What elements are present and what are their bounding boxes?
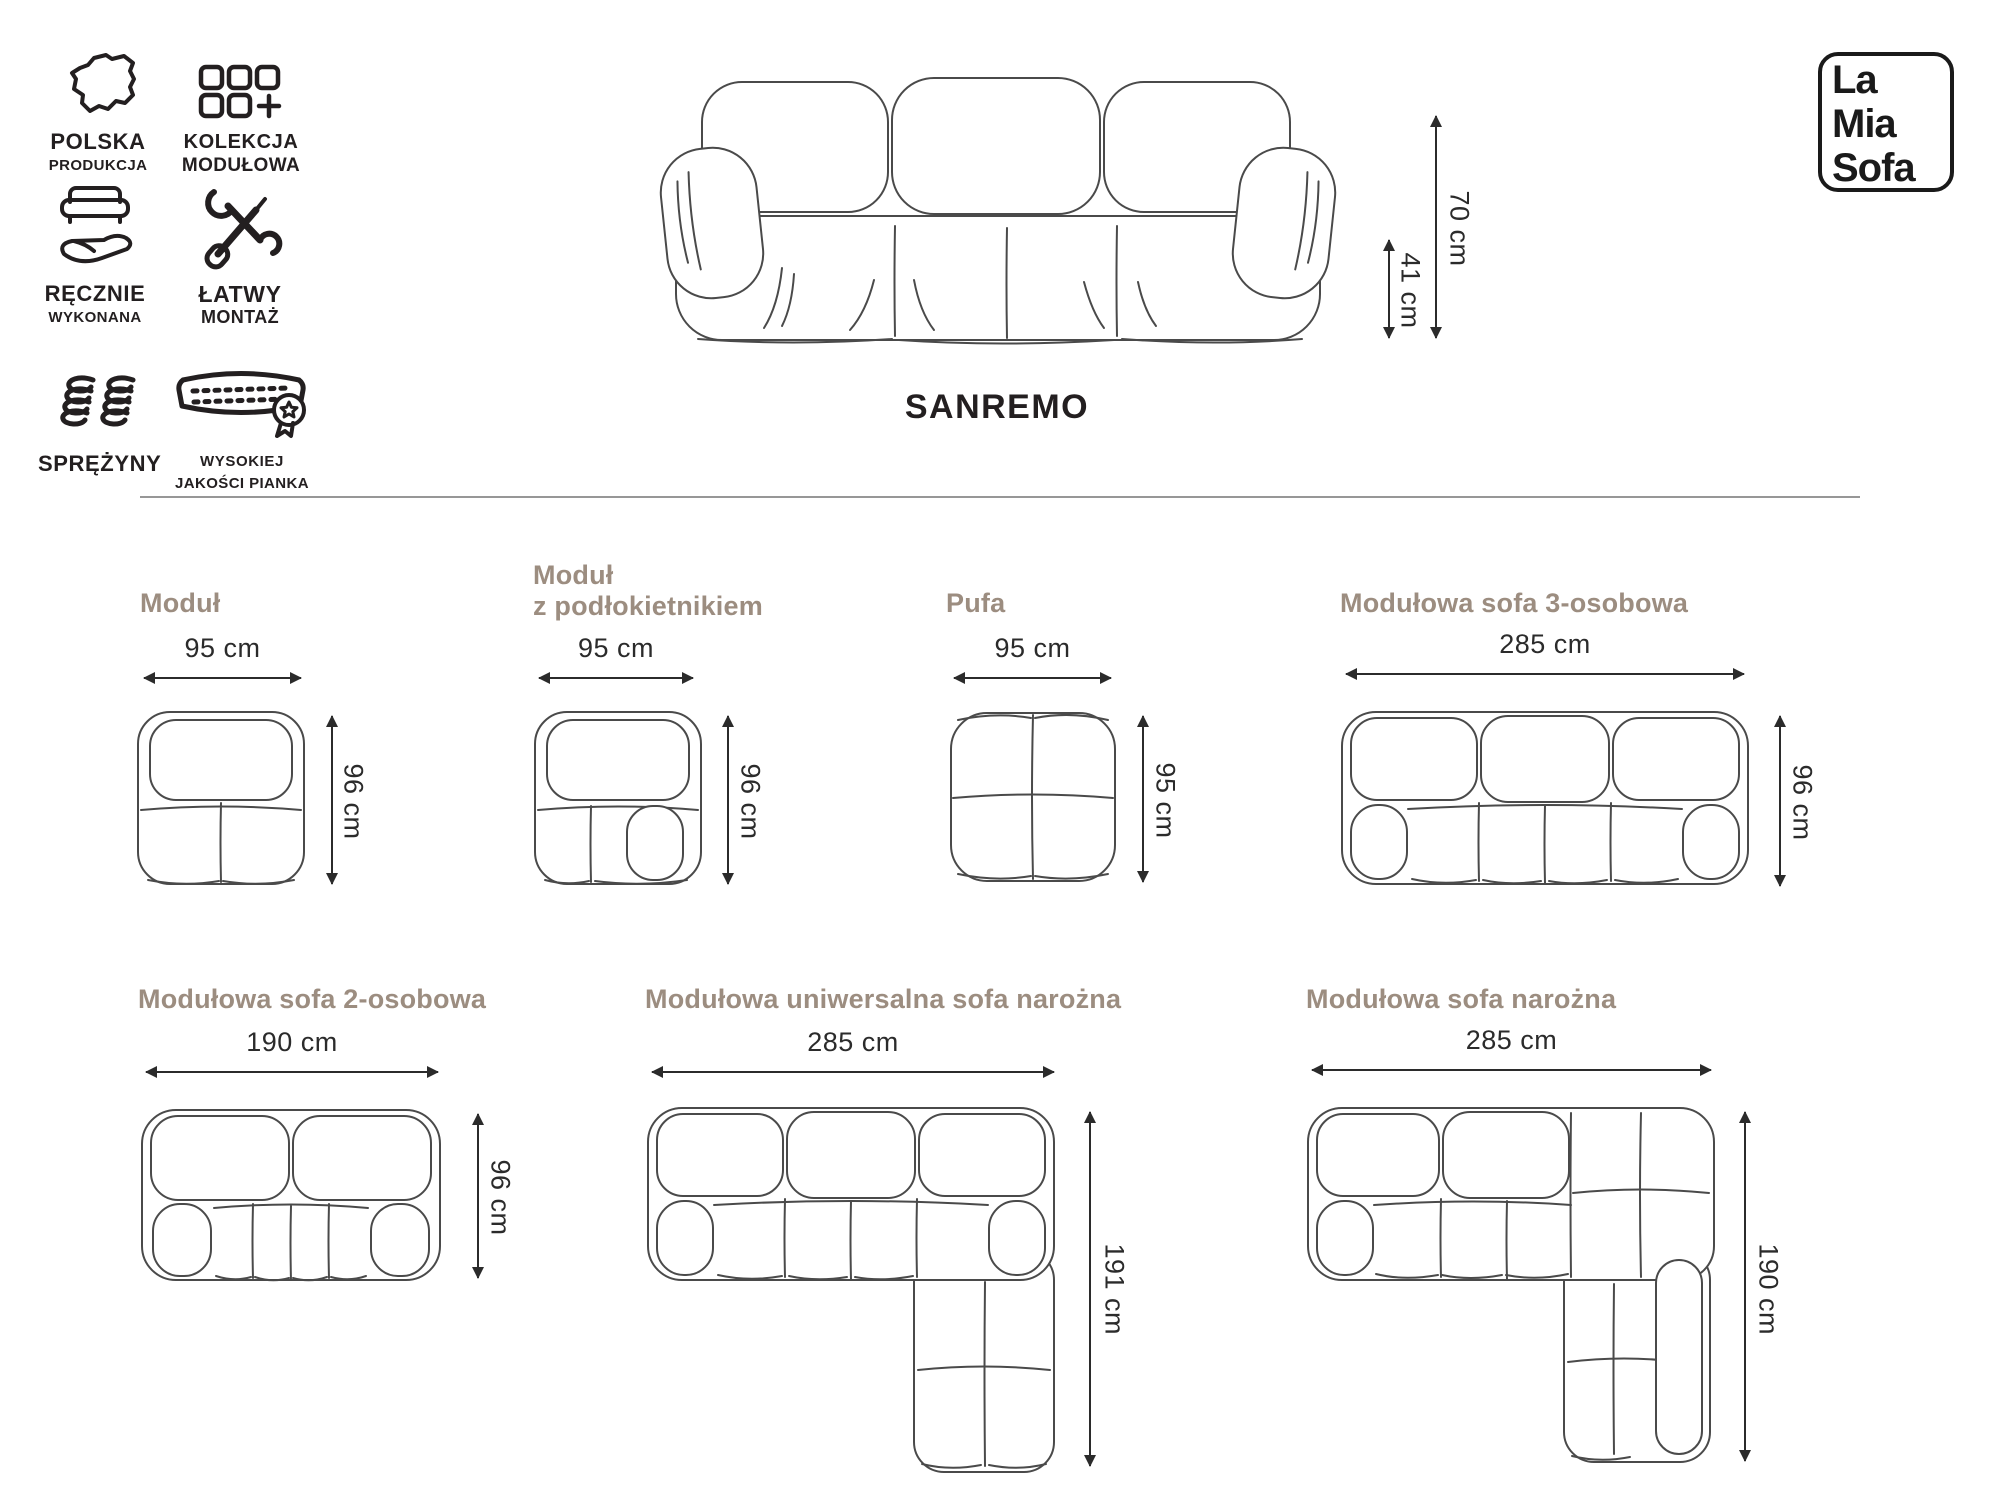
depth-dim-arrow (1737, 1108, 1753, 1465)
feature-sublabel: WYKONANA (48, 309, 142, 326)
module-width-label: 95 cm (184, 633, 261, 663)
springs-icon (59, 370, 139, 442)
feature-polska-produkcja (38, 40, 158, 174)
poland-map-icon (59, 50, 137, 120)
sofa-front-view-drawing (652, 68, 1344, 348)
module-armrest-top-view-drawing (531, 706, 705, 890)
feature-label: ŁATWY (198, 281, 282, 307)
width-dim-arrow (1342, 666, 1748, 682)
width-dim-arrow (142, 1064, 442, 1080)
feature-label: KOLEKCJA (183, 131, 299, 153)
feature-kolekcja-modulowa (166, 40, 316, 174)
module-top-view-drawing (134, 706, 308, 890)
brand-logo (1818, 52, 1954, 192)
module-depth-label: 96 cm (485, 1159, 516, 1236)
depth-dim-arrow (1082, 1108, 1098, 1470)
total-height-label: 70 cm (1444, 190, 1475, 267)
module-card-sofa-narozna (1300, 980, 1784, 1490)
product-name: SANREMO (904, 388, 1090, 426)
brand-line-3: Sofa (1832, 146, 1915, 190)
module-depth-label: 191 cm (1099, 1243, 1130, 1336)
feature-label: POLSKA (50, 129, 146, 154)
module-depth-label: 96 cm (1787, 764, 1818, 841)
module-card-sofa-3 (1330, 585, 1818, 905)
modular-collection-icon (198, 64, 284, 120)
module-title: Modułowa sofa 3-osobowa (1340, 588, 1689, 618)
width-dim-arrow (140, 670, 305, 686)
feature-label: RĘCZNIE (44, 281, 146, 306)
corner-sofa-top-view-drawing (1304, 1100, 1718, 1472)
module-card-pufa (920, 585, 1220, 905)
module-depth-label: 96 cm (338, 763, 369, 840)
feature-sublabel: JAKOŚCI PIANKA (175, 475, 309, 492)
module-card-sofa-narozna-uniwersalna (640, 980, 1130, 1490)
section-divider (140, 496, 1860, 498)
sofa-3-top-view-drawing (1338, 704, 1752, 894)
sofa-2-top-view-drawing (138, 1102, 444, 1288)
module-card-modul (110, 585, 410, 905)
corner-universal-top-view-drawing (644, 1100, 1060, 1480)
feature-sublabel: MODUŁOWA (181, 155, 301, 176)
module-title: Modułowa sofa 2-osobowa (138, 984, 487, 1014)
brand-line-1: La (1832, 58, 1877, 102)
width-dim-arrow (535, 670, 697, 686)
total-height-arrow (1428, 112, 1444, 342)
seat-height-label: 41 cm (1395, 252, 1426, 329)
module-card-modul-z-podlokietnikiem (520, 557, 820, 907)
module-width-label: 95 cm (577, 633, 655, 663)
feature-latwy-montaz (172, 172, 308, 326)
module-title: Modułowa sofa narożna (1306, 984, 1617, 1014)
hero-sofa-section (640, 60, 1540, 440)
pouf-top-view-drawing (946, 706, 1120, 888)
width-dim-arrow (950, 670, 1115, 686)
module-depth-label: 95 cm (1150, 762, 1181, 839)
module-depth-label: 96 cm (735, 763, 766, 840)
module-width-label: 285 cm (1465, 1025, 1558, 1055)
module-width-label: 285 cm (1499, 629, 1591, 659)
module-title: Moduł (140, 588, 221, 618)
feature-pianka (160, 358, 324, 492)
module-width-label: 95 cm (994, 633, 1071, 663)
module-width-label: 285 cm (807, 1027, 899, 1057)
feature-label: SPRĘŻYNY (38, 451, 162, 476)
module-width-label: 190 cm (246, 1027, 338, 1057)
handmade-icon (48, 178, 142, 272)
easy-assembly-icon (198, 180, 282, 272)
feature-sprezyny (38, 366, 160, 479)
feature-label: WYSOKIEJ (200, 453, 284, 470)
brand-line-2: Mia (1832, 102, 1896, 146)
module-title: Pufa (946, 588, 1006, 618)
foam-icon (169, 358, 315, 442)
width-dim-arrow (648, 1064, 1058, 1080)
width-dim-arrow (1308, 1062, 1715, 1078)
module-depth-label: 190 cm (1753, 1243, 1784, 1336)
feature-sublabel: PRODUKCJA (48, 157, 148, 174)
module-title: Moduł z podłokietnikiem (533, 560, 763, 621)
module-card-sofa-2 (130, 980, 550, 1400)
module-title: Modułowa uniwersalna sofa narożna (645, 984, 1122, 1014)
feature-sublabel: MONTAŻ (200, 307, 280, 327)
feature-recznie-wykonana (30, 172, 160, 326)
